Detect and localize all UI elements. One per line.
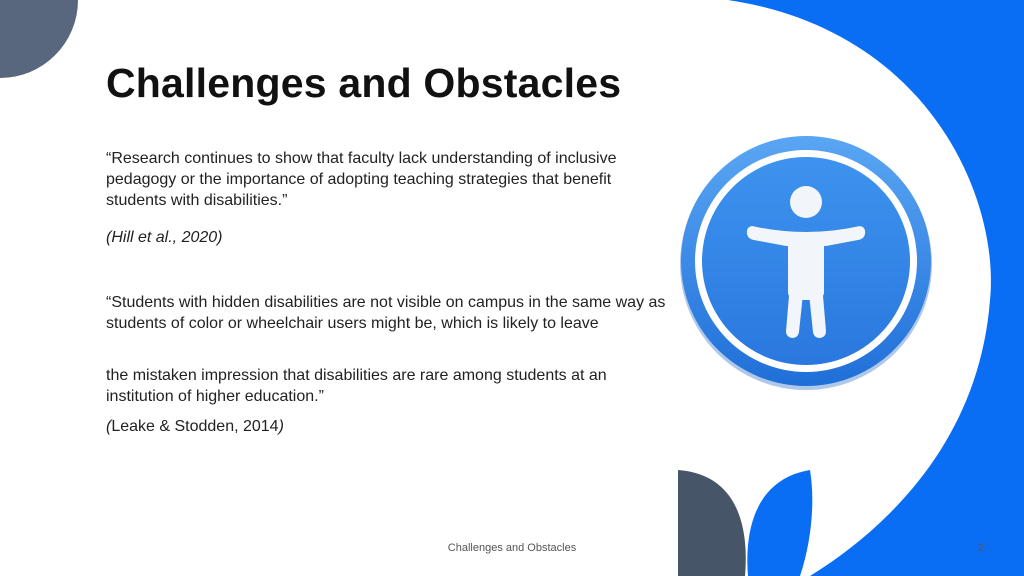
page-number: 2 [977, 542, 984, 554]
quote-hidden-disabilities-continued: the mistaken impression that disabilities are rare among students at an institution of higher education.” [106, 367, 607, 405]
corner-circle-shape [0, 0, 78, 78]
quote-research: “Research continues to show that faculty lack understanding of inclusive pedagogy or the importance of adopting teaching strategies that benefit students with disabilities.” [106, 150, 617, 209]
accessibility-icon [678, 134, 934, 390]
figure-head [790, 186, 822, 218]
citation-hill: (Hill et al., 2020) [106, 229, 223, 246]
quote-hidden-disabilities: “Students with hidden disabilities are not visible on campus in the same way as students of color or wheelchair users might be, which is likely to leave [106, 294, 666, 332]
citation-leake-text: Leake & Stodden, 2014 [111, 418, 279, 435]
leaf-slate-shape [678, 470, 746, 576]
leaf-blue-shape [747, 470, 812, 576]
citation-leake [106, 418, 284, 436]
slide-title: Challenges and Obstacles [106, 60, 622, 106]
citation-close-paren: ) [278, 418, 284, 435]
footer-title: Challenges and Obstacles [447, 542, 577, 554]
citation-open-paren: ( [106, 418, 112, 435]
